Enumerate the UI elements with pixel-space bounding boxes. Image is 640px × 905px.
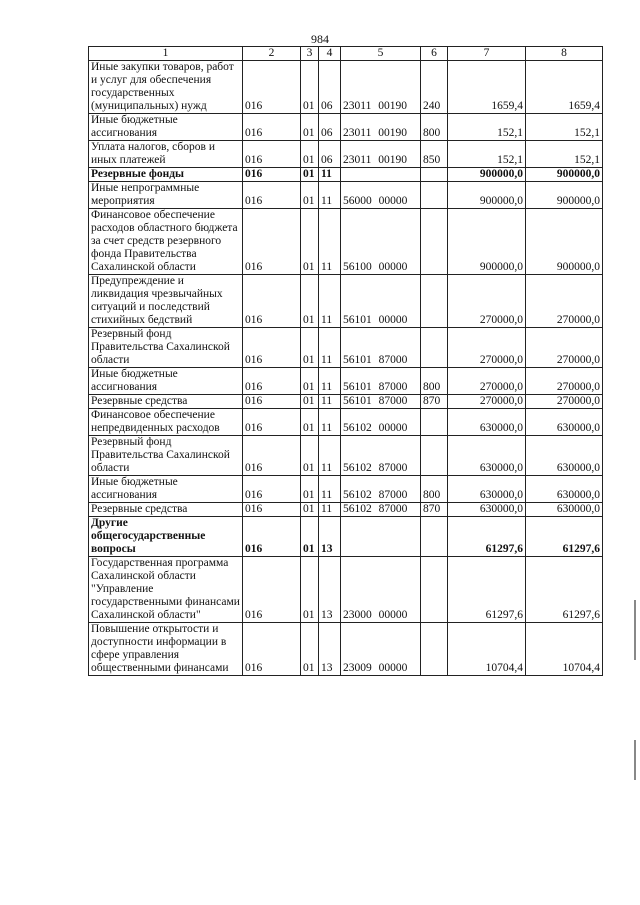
ved-code: 016 bbox=[243, 61, 301, 114]
table-body bbox=[89, 61, 603, 676]
table-row bbox=[89, 168, 603, 182]
rz-code: 01 bbox=[301, 209, 319, 275]
sum-year-1: 630000,0 bbox=[448, 476, 526, 503]
col-header: 8 bbox=[526, 47, 603, 61]
sum-year-2: 152,1 bbox=[526, 141, 603, 168]
sum-year-1: 630000,0 bbox=[448, 503, 526, 517]
pr-code: 13 bbox=[319, 557, 341, 623]
scan-edge-mark bbox=[634, 740, 636, 780]
col-header: 2 bbox=[243, 47, 301, 61]
rz-code: 01 bbox=[301, 517, 319, 557]
pr-code: 11 bbox=[319, 395, 341, 409]
vr-code bbox=[421, 436, 448, 476]
ved-code: 016 bbox=[243, 395, 301, 409]
sum-year-2: 152,1 bbox=[526, 114, 603, 141]
table-row bbox=[89, 476, 603, 503]
vr-code bbox=[421, 409, 448, 436]
sum-year-1: 61297,6 bbox=[448, 517, 526, 557]
ved-code: 016 bbox=[243, 436, 301, 476]
sum-year-1: 61297,6 bbox=[448, 557, 526, 623]
sum-year-2: 900000,0 bbox=[526, 168, 603, 182]
col-header: 1 bbox=[89, 47, 243, 61]
csr-code: 56101 87000 bbox=[341, 395, 421, 409]
sum-year-2: 630000,0 bbox=[526, 476, 603, 503]
ved-code: 016 bbox=[243, 328, 301, 368]
table-row bbox=[89, 409, 603, 436]
csr-code: 56101 00000 bbox=[341, 275, 421, 328]
vr-code bbox=[421, 328, 448, 368]
sum-year-2: 630000,0 bbox=[526, 503, 603, 517]
sum-year-1: 900000,0 bbox=[448, 182, 526, 209]
table-row bbox=[89, 623, 603, 676]
ved-code: 016 bbox=[243, 182, 301, 209]
sum-year-1: 630000,0 bbox=[448, 409, 526, 436]
sum-year-2: 900000,0 bbox=[526, 182, 603, 209]
sum-year-2: 270000,0 bbox=[526, 275, 603, 328]
header-row bbox=[89, 47, 603, 61]
table-row bbox=[89, 557, 603, 623]
sum-year-2: 630000,0 bbox=[526, 409, 603, 436]
csr-code: 23011 00190 bbox=[341, 114, 421, 141]
rz-code: 01 bbox=[301, 168, 319, 182]
table-row bbox=[89, 182, 603, 209]
vr-code bbox=[421, 557, 448, 623]
table-row bbox=[89, 436, 603, 476]
sum-year-1: 152,1 bbox=[448, 141, 526, 168]
pr-code: 13 bbox=[319, 623, 341, 676]
pr-code: 06 bbox=[319, 141, 341, 168]
vr-code: 800 bbox=[421, 114, 448, 141]
table-row bbox=[89, 141, 603, 168]
rz-code: 01 bbox=[301, 623, 319, 676]
pr-code: 11 bbox=[319, 328, 341, 368]
pr-code: 11 bbox=[319, 409, 341, 436]
pr-code: 11 bbox=[319, 209, 341, 275]
ved-code: 016 bbox=[243, 168, 301, 182]
sum-year-1: 630000,0 bbox=[448, 436, 526, 476]
sum-year-2: 630000,0 bbox=[526, 436, 603, 476]
row-name: Предупреждение и ликвидация чрезвычайных ситуаций и последствий стихийных бедствий bbox=[89, 275, 243, 328]
ved-code: 016 bbox=[243, 476, 301, 503]
row-name: Иные непрограммные мероприятия bbox=[89, 182, 243, 209]
rz-code: 01 bbox=[301, 476, 319, 503]
sum-year-1: 1659,4 bbox=[448, 61, 526, 114]
row-name: Повышение открытости и доступности информации в сфере управления общественными финансами bbox=[89, 623, 243, 676]
table-row bbox=[89, 328, 603, 368]
table-row bbox=[89, 395, 603, 409]
pr-code: 11 bbox=[319, 368, 341, 395]
pr-code: 11 bbox=[319, 182, 341, 209]
sum-year-2: 270000,0 bbox=[526, 328, 603, 368]
ved-code: 016 bbox=[243, 517, 301, 557]
sum-year-1: 152,1 bbox=[448, 114, 526, 141]
rz-code: 01 bbox=[301, 395, 319, 409]
row-name: Резервный фонд Правительства Сахалинской области bbox=[89, 328, 243, 368]
rz-code: 01 bbox=[301, 328, 319, 368]
table-row bbox=[89, 114, 603, 141]
ved-code: 016 bbox=[243, 141, 301, 168]
sum-year-2: 61297,6 bbox=[526, 557, 603, 623]
page-number: 984 bbox=[311, 32, 329, 46]
ved-code: 016 bbox=[243, 409, 301, 436]
rz-code: 01 bbox=[301, 275, 319, 328]
scan-edge-mark bbox=[634, 600, 636, 660]
row-name: Иные бюджетные ассигнования bbox=[89, 476, 243, 503]
rz-code: 01 bbox=[301, 141, 319, 168]
sum-year-1: 270000,0 bbox=[448, 368, 526, 395]
row-name: Иные закупки товаров, работ и услуг для обеспечения государственных (муниципальных) нужд bbox=[89, 61, 243, 114]
rz-code: 01 bbox=[301, 409, 319, 436]
sum-year-1: 270000,0 bbox=[448, 395, 526, 409]
ved-code: 016 bbox=[243, 368, 301, 395]
vr-code: 870 bbox=[421, 395, 448, 409]
sum-year-2: 270000,0 bbox=[526, 395, 603, 409]
csr-code: 23009 00000 bbox=[341, 623, 421, 676]
table-row bbox=[89, 368, 603, 395]
sum-year-1: 270000,0 bbox=[448, 328, 526, 368]
vr-code bbox=[421, 517, 448, 557]
sum-year-2: 61297,6 bbox=[526, 517, 603, 557]
row-name: Резервные средства bbox=[89, 395, 243, 409]
ved-code: 016 bbox=[243, 623, 301, 676]
sum-year-2: 900000,0 bbox=[526, 209, 603, 275]
row-name: Иные бюджетные ассигнования bbox=[89, 368, 243, 395]
row-name: Иные бюджетные ассигнования bbox=[89, 114, 243, 141]
col-header: 6 bbox=[421, 47, 448, 61]
csr-code: 23011 00190 bbox=[341, 61, 421, 114]
col-header: 3 bbox=[301, 47, 319, 61]
rz-code: 01 bbox=[301, 61, 319, 114]
csr-code: 56101 87000 bbox=[341, 328, 421, 368]
table-row bbox=[89, 503, 603, 517]
ved-code: 016 bbox=[243, 275, 301, 328]
vr-code: 850 bbox=[421, 141, 448, 168]
table-row bbox=[89, 209, 603, 275]
csr-code: 56100 00000 bbox=[341, 209, 421, 275]
sum-year-1: 900000,0 bbox=[448, 209, 526, 275]
table-row bbox=[89, 517, 603, 557]
rz-code: 01 bbox=[301, 557, 319, 623]
rz-code: 01 bbox=[301, 182, 319, 209]
row-name: Резервный фонд Правительства Сахалинской области bbox=[89, 436, 243, 476]
vr-code bbox=[421, 623, 448, 676]
vr-code bbox=[421, 168, 448, 182]
row-name: Финансовое обеспечение непредвиденных расходов bbox=[89, 409, 243, 436]
vr-code: 800 bbox=[421, 368, 448, 395]
vr-code: 240 bbox=[421, 61, 448, 114]
csr-code: 56101 87000 bbox=[341, 368, 421, 395]
sum-year-1: 900000,0 bbox=[448, 168, 526, 182]
csr-code bbox=[341, 168, 421, 182]
vr-code bbox=[421, 275, 448, 328]
pr-code: 06 bbox=[319, 114, 341, 141]
row-name: Резервные фонды bbox=[89, 168, 243, 182]
sum-year-2: 270000,0 bbox=[526, 368, 603, 395]
col-header: 4 bbox=[319, 47, 341, 61]
row-name: Другие общегосударственные вопросы bbox=[89, 517, 243, 557]
ved-code: 016 bbox=[243, 209, 301, 275]
vr-code: 800 bbox=[421, 476, 448, 503]
csr-code: 23000 00000 bbox=[341, 557, 421, 623]
csr-code bbox=[341, 517, 421, 557]
csr-code: 56102 87000 bbox=[341, 476, 421, 503]
rz-code: 01 bbox=[301, 368, 319, 395]
budget-table bbox=[88, 46, 603, 676]
pr-code: 06 bbox=[319, 61, 341, 114]
col-header: 5 bbox=[341, 47, 421, 61]
pr-code: 11 bbox=[319, 168, 341, 182]
pr-code: 13 bbox=[319, 517, 341, 557]
csr-code: 56000 00000 bbox=[341, 182, 421, 209]
csr-code: 56102 00000 bbox=[341, 409, 421, 436]
vr-code bbox=[421, 182, 448, 209]
table-row bbox=[89, 61, 603, 114]
sum-year-1: 10704,4 bbox=[448, 623, 526, 676]
col-header: 7 bbox=[448, 47, 526, 61]
vr-code: 870 bbox=[421, 503, 448, 517]
row-name: Государственная программа Сахалинской области "Управление государственными финансами Сахалинской области" bbox=[89, 557, 243, 623]
csr-code: 56102 87000 bbox=[341, 503, 421, 517]
rz-code: 01 bbox=[301, 503, 319, 517]
ved-code: 016 bbox=[243, 114, 301, 141]
ved-code: 016 bbox=[243, 503, 301, 517]
row-name: Финансовое обеспечение расходов областного бюджета за счет средств резервного фонда Правительства Сахалинской области bbox=[89, 209, 243, 275]
table-row bbox=[89, 275, 603, 328]
vr-code bbox=[421, 209, 448, 275]
csr-code: 56102 87000 bbox=[341, 436, 421, 476]
row-name: Уплата налогов, сборов и иных платежей bbox=[89, 141, 243, 168]
pr-code: 11 bbox=[319, 275, 341, 328]
csr-code: 23011 00190 bbox=[341, 141, 421, 168]
rz-code: 01 bbox=[301, 436, 319, 476]
row-name: Резервные средства bbox=[89, 503, 243, 517]
sum-year-2: 1659,4 bbox=[526, 61, 603, 114]
rz-code: 01 bbox=[301, 114, 319, 141]
pr-code: 11 bbox=[319, 476, 341, 503]
sum-year-2: 10704,4 bbox=[526, 623, 603, 676]
pr-code: 11 bbox=[319, 436, 341, 476]
ved-code: 016 bbox=[243, 557, 301, 623]
pr-code: 11 bbox=[319, 503, 341, 517]
sum-year-1: 270000,0 bbox=[448, 275, 526, 328]
